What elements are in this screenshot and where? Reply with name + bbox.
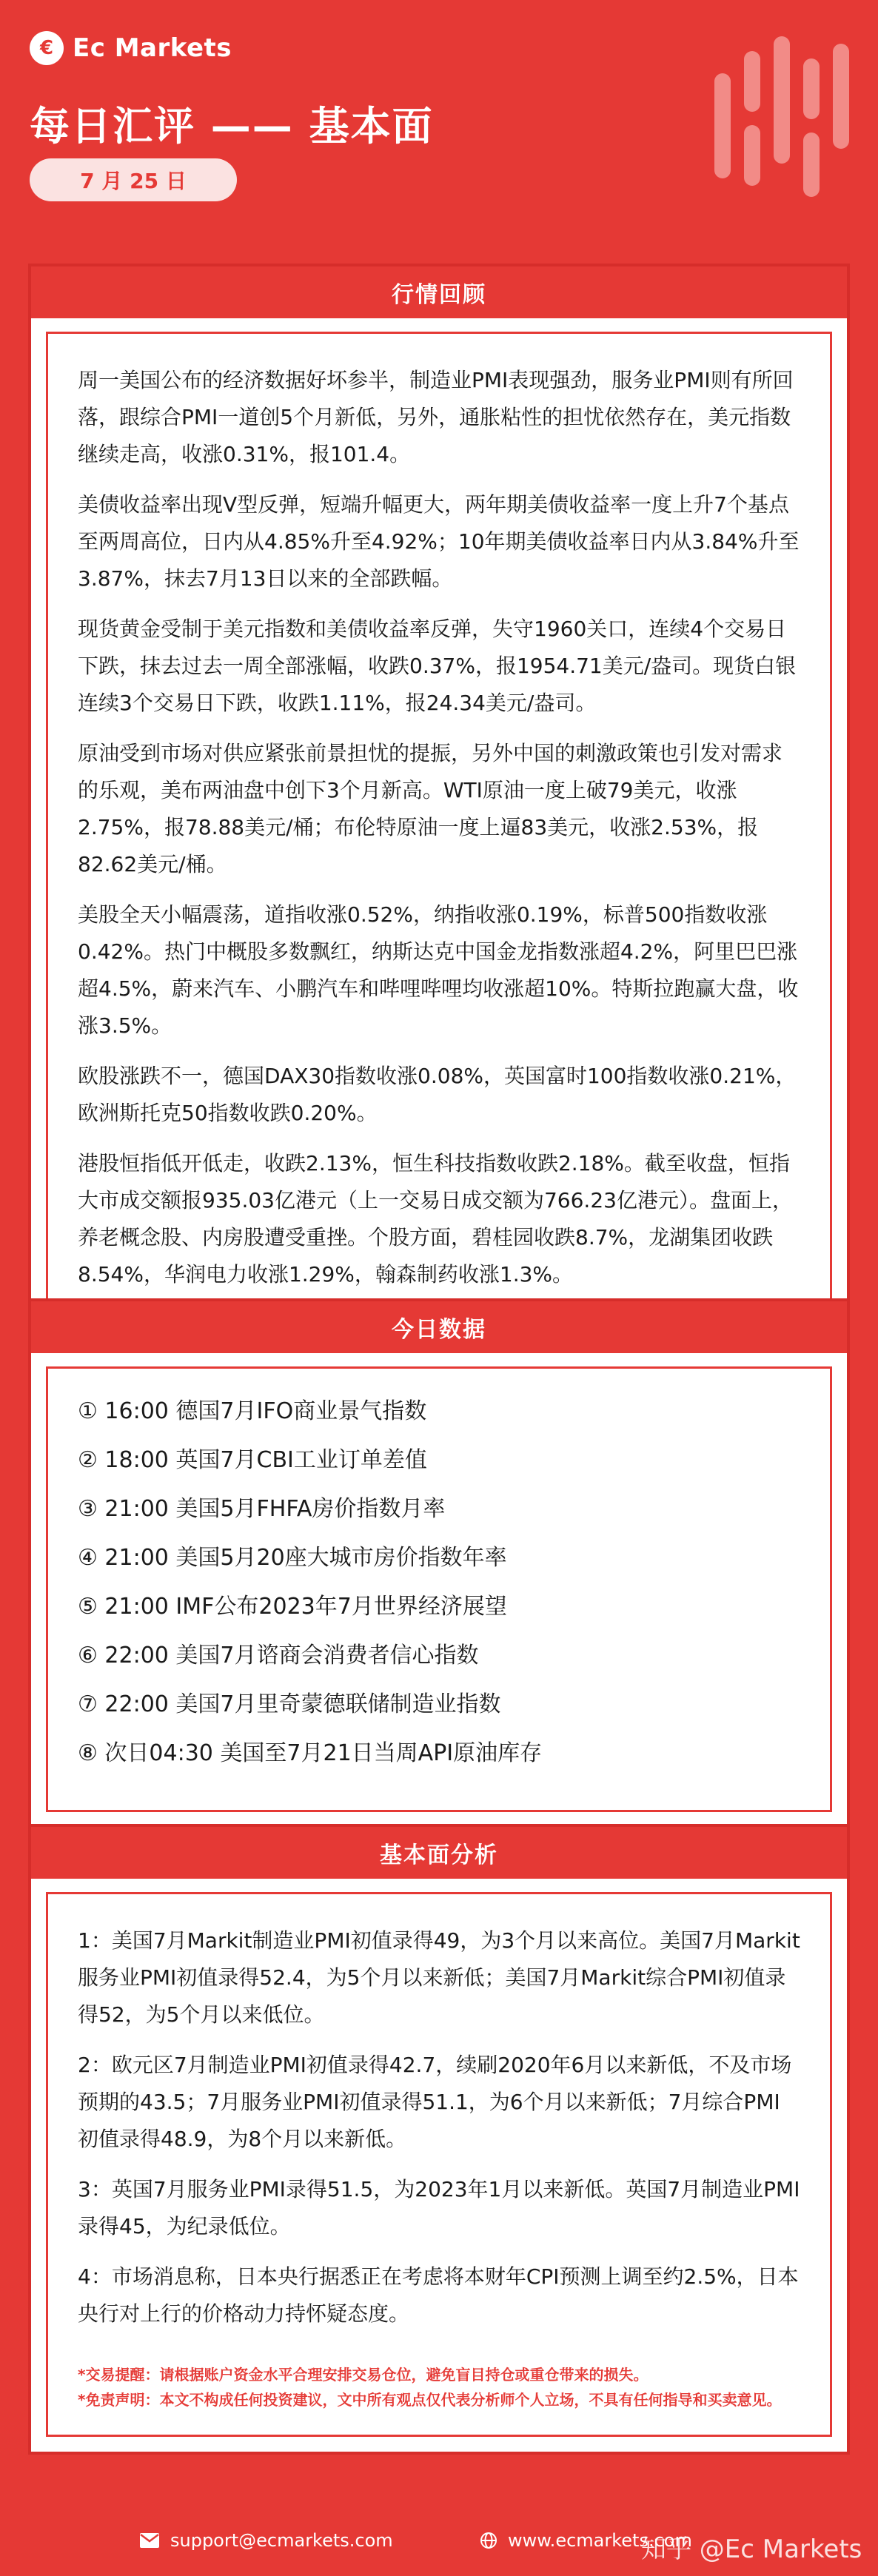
risk-disclaimer: *免责声明：本文不构成任何投资建议，文中所有观点仅代表分析师个人立场，不具有任何指导和买卖意见。 [78, 2391, 782, 2409]
disclaimer [78, 2362, 800, 2412]
header [0, 0, 878, 222]
date-badge: 7 月 25 日 [30, 158, 237, 201]
review-paragraph: 原油受到市场对供应紧张前景担忧的提振，另外中国的刺激政策也引发对需求的乐观，美布两油盘中创下3个月新高。WTI原油一度上破79美元，收涨2.75%，报78.88美元/桶；布伦特原油一度上逼83美元，收涨2.53%，报82.62美元/桶。 [78, 741, 783, 876]
globe-icon [480, 2532, 497, 2549]
list-item: ⑦ 22:00 美国7月里奇蒙德联储制造业指数 [78, 1691, 501, 1717]
footer [0, 2502, 878, 2576]
list-item: ⑤ 21:00 IMF公布2023年7月世界经济展望 [78, 1594, 507, 1620]
list-item: ② 18:00 英国7月CBI工业订单差值 [78, 1447, 427, 1473]
watermark: 知乎 @Ec Markets [641, 2535, 862, 2564]
fundamental-analysis-body [46, 1892, 832, 2437]
decorative-pattern-icon [708, 30, 856, 200]
list-item: ① 16:00 德国7月IFO商业景气指数 [78, 1398, 427, 1424]
review-paragraph: 周一美国公布的经济数据好坏参半，制造业PMI表现强劲，服务业PMI则有所回落，跟综合PMI一道创5个月新低，另外，通胀粘性的担忧依然存在，美元指数继续走高，收涨0.31%，报101.4。 [78, 368, 794, 466]
today-data-card [28, 1298, 850, 1830]
logo-icon: € [30, 31, 64, 65]
list-item: ⑧ 次日04:30 美国至7月21日当周API原油库存 [78, 1740, 543, 1766]
trading-reminder: *交易提醒：请根据账户资金水平合理安排交易仓位，避免盲目持仓或重仓带来的损失。 [78, 2366, 649, 2384]
brand-logo[interactable] [30, 31, 232, 65]
list-item: ③ 21:00 美国5月FHFA房价指数月率 [78, 1496, 446, 1522]
fundamental-analysis-heading: 基本面分析 [31, 1827, 847, 1879]
analysis-paragraph: 4：市场消息称，日本央行据悉正在考虑将本财年CPI预测上调至约2.5%，日本央行对上行的价格动力持怀疑态度。 [78, 2264, 799, 2326]
review-paragraph: 美股全天小幅震荡，道指收涨0.52%，纳指收涨0.19%，标普500指数收涨0.42%。热门中概股多数飘红，纳斯达克中国金龙指数涨超4.2%，阿里巴巴涨超4.5%，蔚来汽车、小鹏汽车和哔哩哔哩均收涨超10%。特斯拉跑赢大盘，收涨3.5%。 [78, 902, 799, 1038]
market-review-card [28, 264, 850, 1349]
email-link[interactable]: support@ecmarkets.com [170, 2530, 393, 2551]
review-paragraph: 港股恒指低开低走，收跌2.13%，恒生科技指数收跌2.18%。截至收盘，恒指大市成交额报935.03亿港元（上一交易日成交额为766.23亿港元）。盘面上，养老概念股、内房股遭受重挫。个股方面，碧桂园收跌8.7%，龙湖集团收跌8.54%，华润电力收涨1.29%，翰森制药收涨1.3%。 [78, 1151, 793, 1287]
analysis-paragraph: 1：美国7月Markit制造业PMI初值录得49，为3个月以来高位。美国7月Markit服务业PMI初值录得52.4，为5个月以来新低；美国7月Markit综合PMI初值录得52，为5个月以来低位。 [78, 1928, 800, 2027]
website-link[interactable]: www.ecmarkets.com [508, 2530, 692, 2551]
logo-text: Ec Markets [73, 33, 232, 63]
list-item: ④ 21:00 美国5月20座大城市房价指数年率 [78, 1545, 507, 1571]
analysis-paragraph: 2：欧元区7月制造业PMI初值录得42.7，续刷2020年6月以来新低，不及市场预期的43.5；7月服务业PMI初值录得51.1，为6个月以来新低；7月综合PMI初值录得48.9，为8个月以来新低。 [78, 2053, 792, 2151]
footer-email[interactable] [139, 2530, 393, 2551]
mail-icon [139, 2532, 160, 2549]
review-paragraph: 现货黄金受制于美元指数和美债收益率反弹，失守1960关口，连续4个交易日下跌，抹去过去一周全部涨幅，收跌0.37%，报1954.71美元/盎司。现货白银连续3个交易日下跌，收跌1.11%，报24.34美元/盎司。 [78, 617, 797, 715]
fundamental-analysis-card [28, 1824, 850, 2455]
review-paragraph: 欧股涨跌不一，德国DAX30指数收涨0.08%，英国富时100指数收涨0.21%，欧洲斯托克50指数收跌0.20%。 [78, 1064, 797, 1125]
review-paragraph: 美债收益率出现V型反弹，短端升幅更大，两年期美债收益率一度上升7个基点至两周高位，日内从4.85%升至4.92%；10年期美债收益率日内从3.84%升至3.87%，抹去7月13日以来的全部跌幅。 [78, 492, 800, 591]
today-data-body [46, 1366, 832, 1812]
market-review-body [46, 332, 832, 1331]
today-data-heading: 今日数据 [31, 1301, 847, 1353]
analysis-paragraph: 3：英国7月服务业PMI录得51.5，为2023年1月以来新低。英国7月制造业PMI录得45，为纪录低位。 [78, 2177, 800, 2238]
list-item: ⑥ 22:00 美国7月谘商会消费者信心指数 [78, 1643, 479, 1668]
market-review-heading: 行情回顾 [31, 266, 847, 318]
page-title: 每日汇评 —— 基本面 [30, 103, 434, 150]
